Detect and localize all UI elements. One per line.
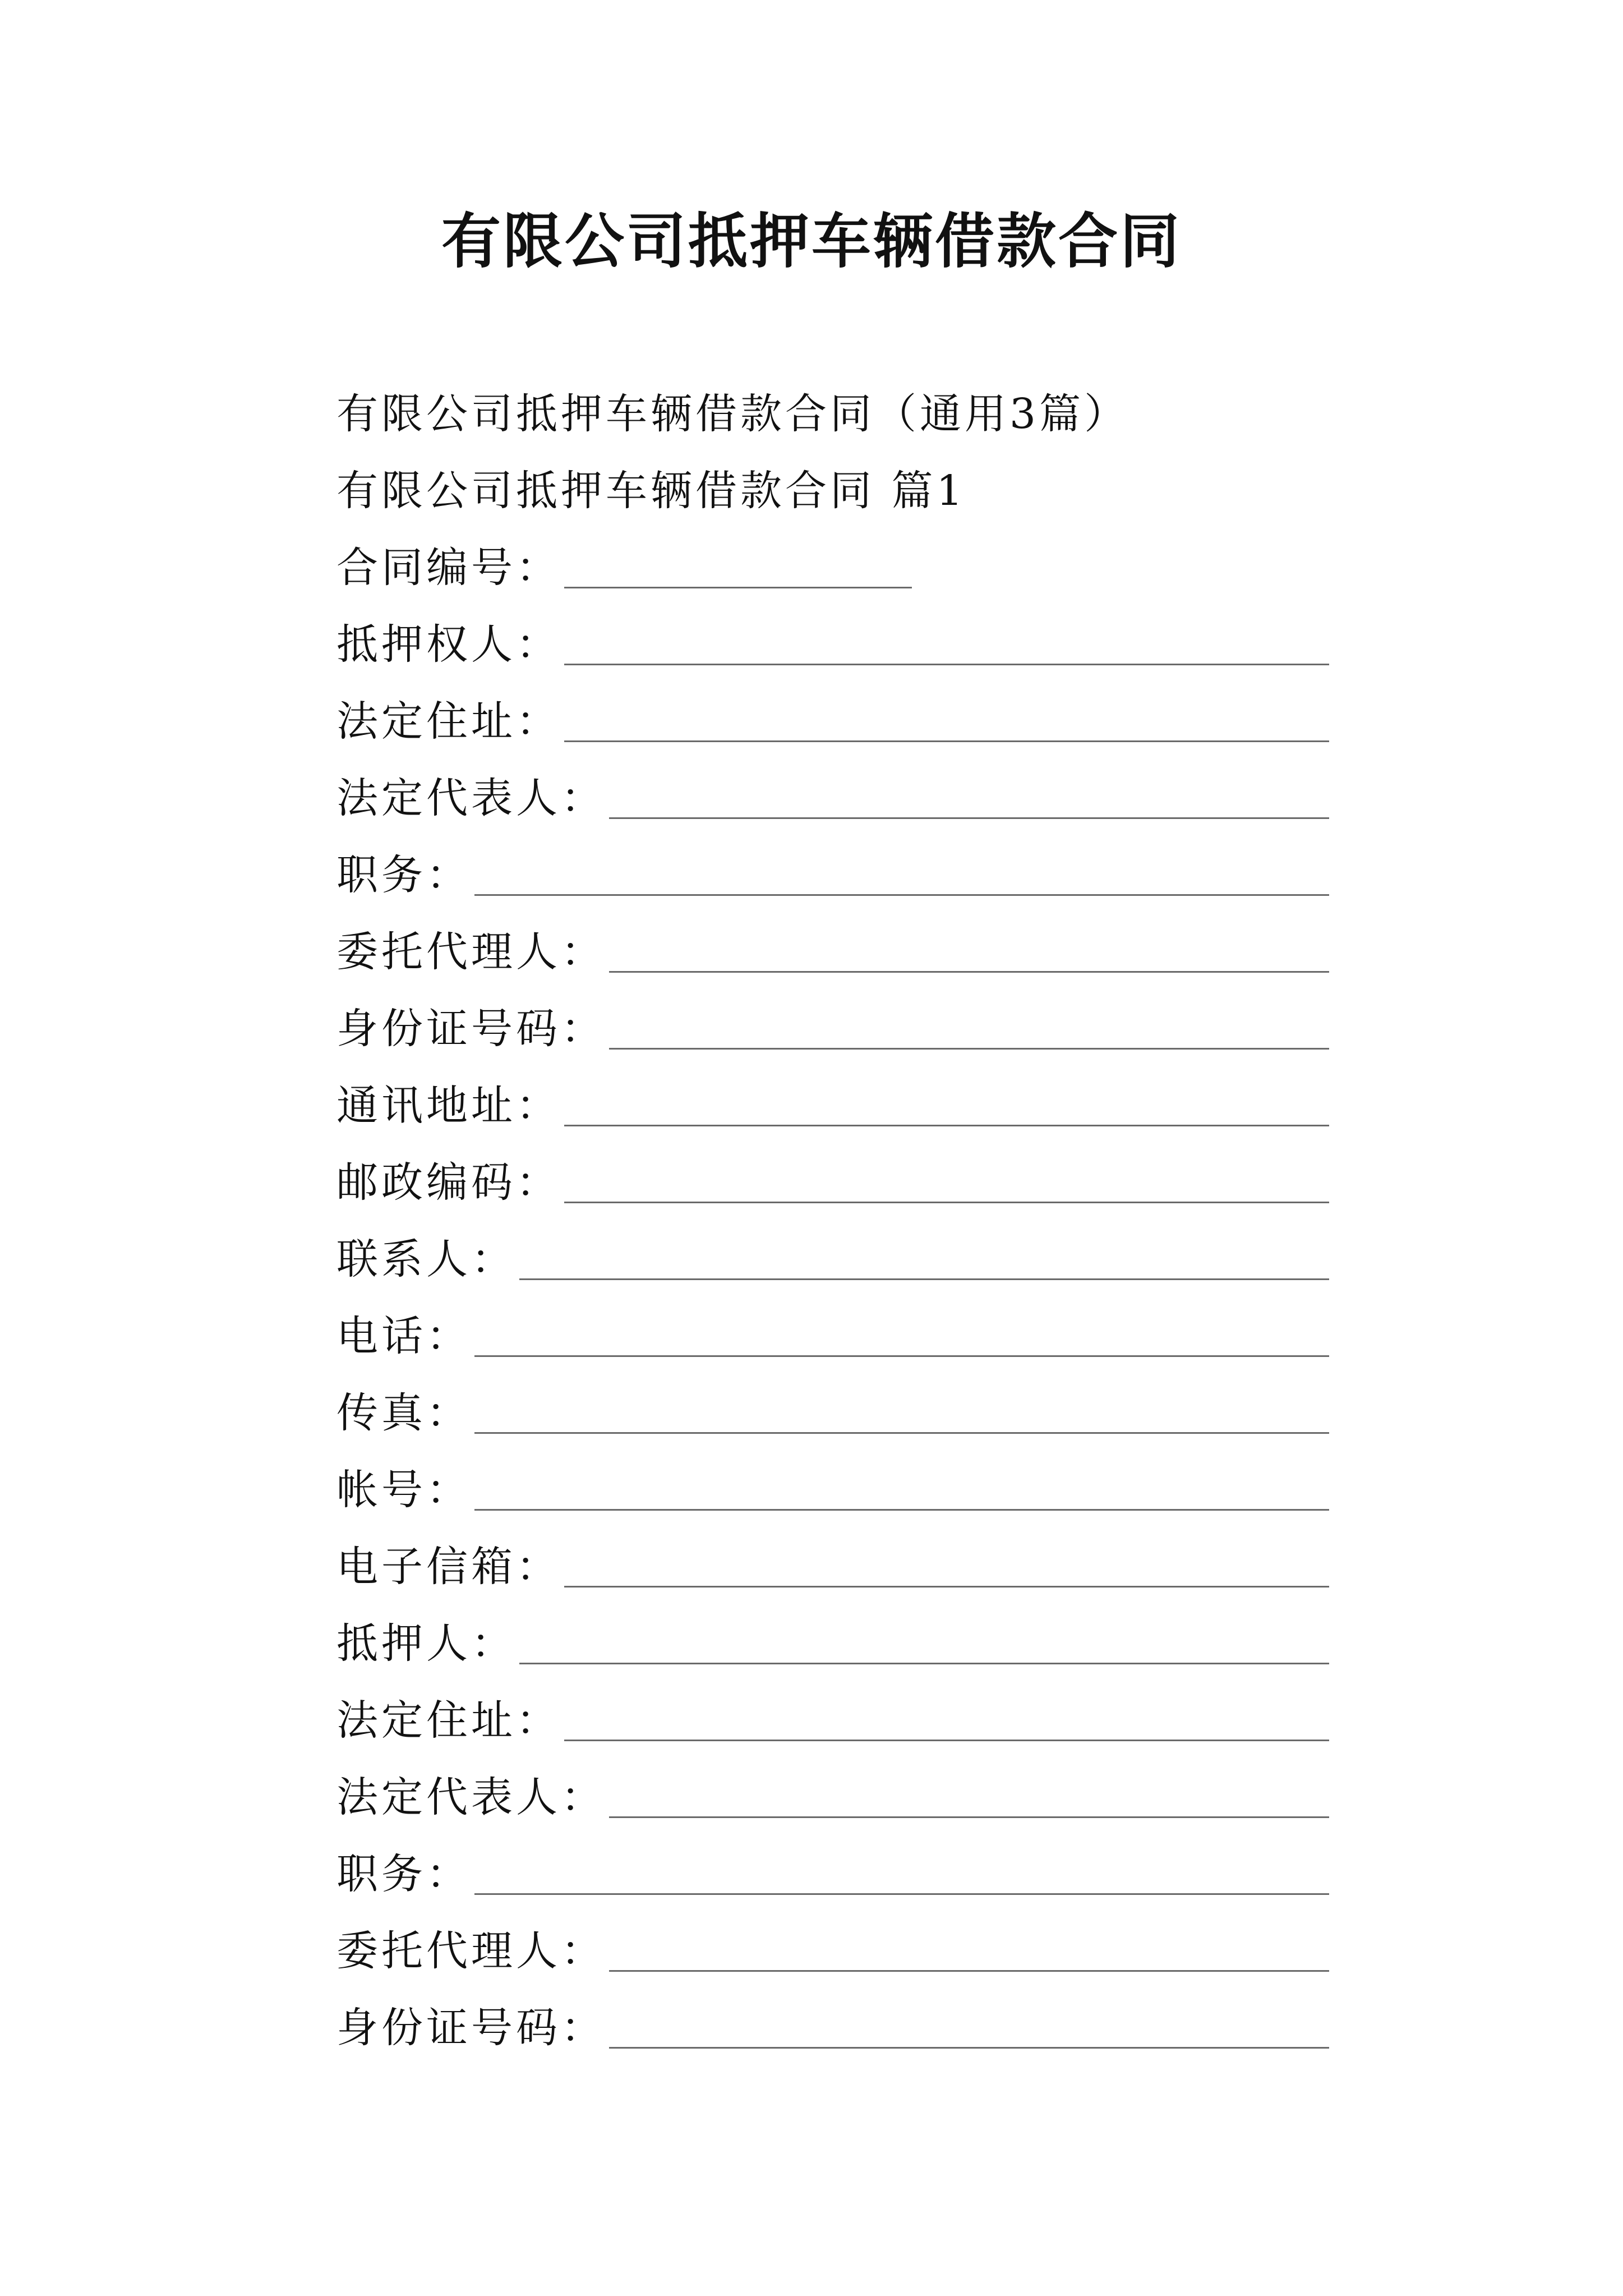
field-fax (336, 1375, 1329, 1452)
blank-line (564, 587, 912, 588)
section-heading: 有限公司抵押车辆借款合同 篇1 (336, 467, 966, 515)
blank-line (564, 1740, 1329, 1741)
field-label: 帐号： (336, 1466, 471, 1514)
field-label: 传真： (336, 1389, 471, 1437)
field-label: 法定代表人： (336, 774, 606, 822)
field-phone (336, 1298, 1329, 1375)
field-mortgagor-agent (336, 1913, 1329, 1990)
document-title: 有限公司抵押车辆借款合同 (441, 206, 1182, 276)
field-label: 联系人： (336, 1235, 516, 1283)
blank-line (474, 1509, 1329, 1511)
field-mailing-address (336, 1068, 1329, 1144)
blank-line (474, 1432, 1329, 1434)
field-contract-number (336, 530, 1329, 606)
field-label: 法定住址： (336, 1696, 561, 1745)
field-contact-person (336, 1221, 1329, 1298)
document-subtitle: 有限公司抵押车辆借款合同（通用3篇） (336, 390, 1129, 438)
blank-line (609, 817, 1329, 819)
blank-line (564, 1202, 1329, 1203)
blank-line (564, 1125, 1329, 1126)
field-label: 法定代表人： (336, 1773, 606, 1821)
blank-line (564, 740, 1329, 742)
field-label: 委托代理人： (336, 928, 606, 976)
field-mortgagor-legal-rep (336, 1759, 1329, 1836)
field-label: 身份证号码： (336, 2004, 606, 2052)
field-label: 邮政编码： (336, 1158, 561, 1207)
field-mortgagor-position (336, 1836, 1329, 1913)
document-body (336, 376, 1329, 2067)
blank-line (564, 1586, 1329, 1588)
field-label: 抵押人： (336, 1619, 516, 1668)
field-label: 职务： (336, 851, 471, 899)
field-postal-code (336, 1144, 1329, 1221)
field-mortgagee-position (336, 837, 1329, 914)
blank-line (519, 1278, 1329, 1280)
field-mortgagee-address (336, 683, 1329, 760)
blank-line (609, 1970, 1329, 1972)
field-label: 通讯地址： (336, 1082, 561, 1130)
field-mortgagee-legal-rep (336, 760, 1329, 837)
field-label: 合同编号： (336, 544, 561, 592)
field-mortgagee-agent (336, 914, 1329, 991)
blank-line (609, 2047, 1329, 2049)
blank-line (609, 1816, 1329, 1818)
blank-line (474, 1355, 1329, 1357)
field-label: 电子信箱： (336, 1543, 561, 1591)
field-label: 职务： (336, 1850, 471, 1898)
field-mortgagor-address (336, 1682, 1329, 1759)
field-mortgagee-id-number (336, 991, 1329, 1068)
blank-line (519, 1663, 1329, 1664)
blank-line (564, 664, 1329, 665)
blank-line (474, 1893, 1329, 1895)
field-mortgagor (336, 1605, 1329, 1682)
field-account (336, 1452, 1329, 1529)
field-mortgagee (336, 606, 1329, 683)
field-label: 委托代理人： (336, 1927, 606, 1975)
field-label: 身份证号码： (336, 1005, 606, 1053)
blank-line (609, 971, 1329, 973)
field-label: 抵押权人： (336, 620, 561, 669)
field-label: 法定住址： (336, 697, 561, 746)
field-email (336, 1529, 1329, 1605)
blank-line (474, 894, 1329, 896)
blank-line (609, 1048, 1329, 1050)
field-label: 电话： (336, 1312, 471, 1360)
field-mortgagor-id-number (336, 1990, 1329, 2067)
